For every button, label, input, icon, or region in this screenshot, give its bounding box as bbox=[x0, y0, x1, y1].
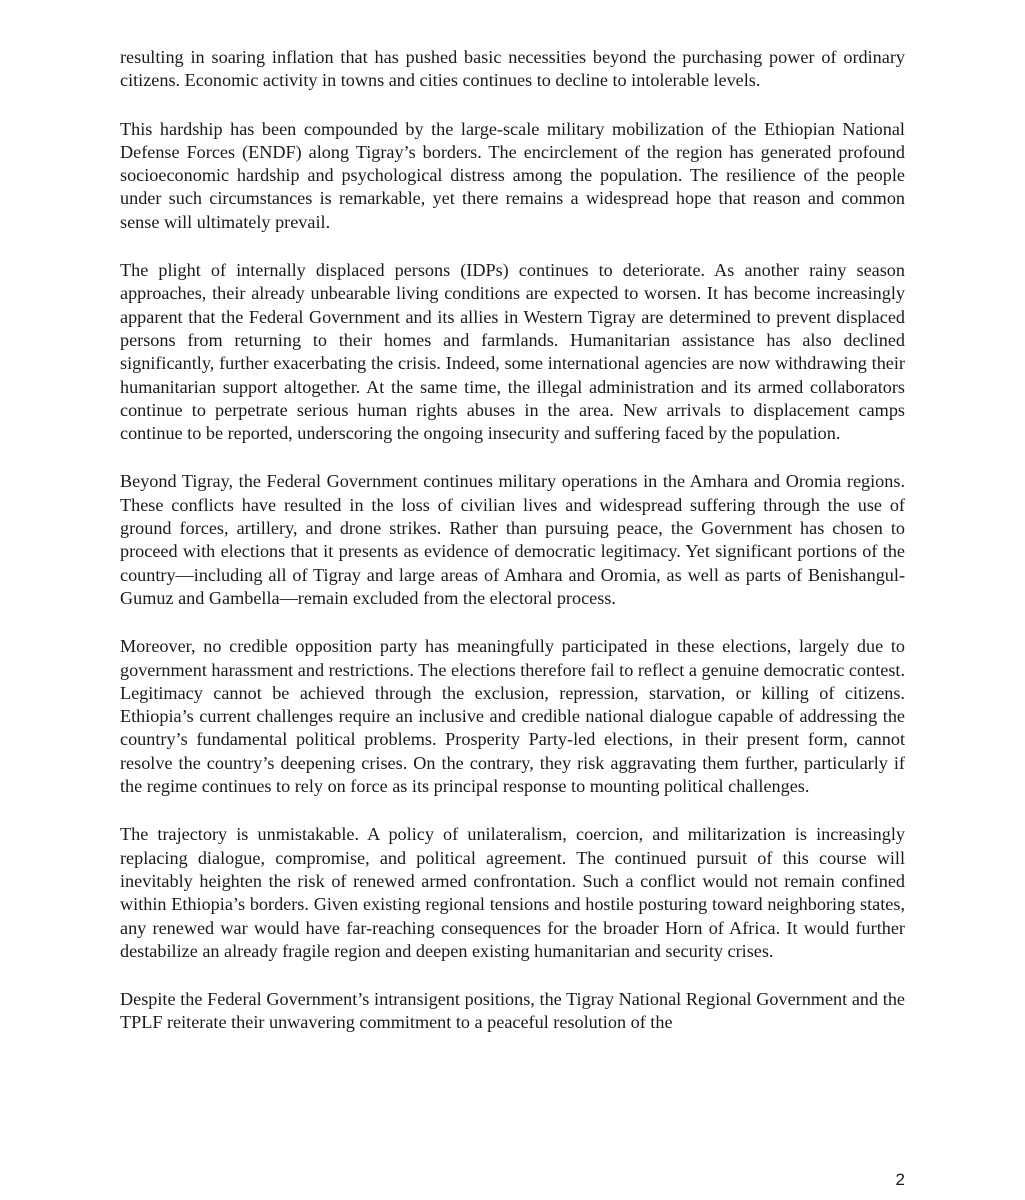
paragraph-beyond-tigray: Beyond Tigray, the Federal Government continues military operations in the Amhara and Oromia regions. These conflicts have resulted in the loss of civilian lives and widespread suffering through the use of ground forces, artillery, and drone strikes. Rather than pursuing peace, the Government has chosen to proceed with elections that it presents as evidence of democratic legitimacy. Yet significant portions of the country—including all of Tigray and large areas of Amhara and Oromia, as well as parts of Benishangul-Gumuz and Gambella—remain excluded from the electoral process. bbox=[120, 471, 905, 608]
paragraph-idps: The plight of internally displaced persons (IDPs) continues to deteriorate. As another rainy season approaches, their already unbearable living conditions are expected to worsen. It has become increasingly apparent that the Federal Government and its allies in Western Tigray are determined to prevent displaced persons from returning to their homes and farmlands. Humanitarian assistance has also declined significantly, further exacerbating the crisis. Indeed, some international agencies are now withdrawing their humanitarian support altogether. At the same time, the illegal administration and its armed collaborators continue to perpetrate serious human rights abuses in the area. New arrivals to displacement camps continue to be reported, underscoring the ongoing insecurity and suffering faced by the population. bbox=[120, 260, 905, 444]
document-body bbox=[120, 46, 905, 1060]
paragraph-inflation: resulting in soaring inflation that has pushed basic necessities beyond the purchasing power of ordinary citizens. Economic activity in towns and cities continues to decline to intolerable levels. bbox=[120, 47, 905, 91]
paragraph-trajectory: The trajectory is unmistakable. A policy of unilateralism, coercion, and militarization is increasingly replacing dialogue, compromise, and political agreement. The continued pursuit of this course will inevitably heighten the risk of renewed armed confrontation. Such a conflict would not remain confined within Ethiopia’s borders. Given existing regional tensions and hostile posturing toward neighboring states, any renewed war would have far-reaching consequences for the broader Horn of Africa. It would further destabilize an already fragile region and deepen existing humanitarian and security crises. bbox=[120, 824, 905, 961]
paragraph-commitment: Despite the Federal Government’s intransigent positions, the Tigray National Regional Government and the TPLF reiterate their unwavering commitment to a peaceful resolution of the bbox=[120, 989, 905, 1033]
paragraph-elections: Moreover, no credible opposition party has meaningfully participated in these elections, largely due to government harassment and restrictions. The elections therefore fail to reflect a genuine democratic contest. Legitimacy cannot be achieved through the exclusion, repression, starvation, or killing of citizens. Ethiopia’s current challenges require an inclusive and credible national dialogue capable of addressing the country’s fundamental political problems. Prosperity Party-led elections, in their present form, cannot resolve the country’s deepening crises. On the contrary, they risk aggravating them further, particularly if the regime continues to rely on force as its principal response to mounting political challenges. bbox=[120, 636, 905, 797]
page-number: 2 bbox=[895, 1170, 905, 1189]
paragraph-military-mobilization: This hardship has been compounded by the large-scale military mobilization of the Ethiopian National Defense Forces (ENDF) along Tigray’s borders. The encirclement of the region has generated profound socioeconomic hardship and psychological distress among the population. The resilience of the people under such circumstances is remarkable, yet there remains a widespread hope that reason and common sense will ultimately prevail. bbox=[120, 118, 905, 232]
